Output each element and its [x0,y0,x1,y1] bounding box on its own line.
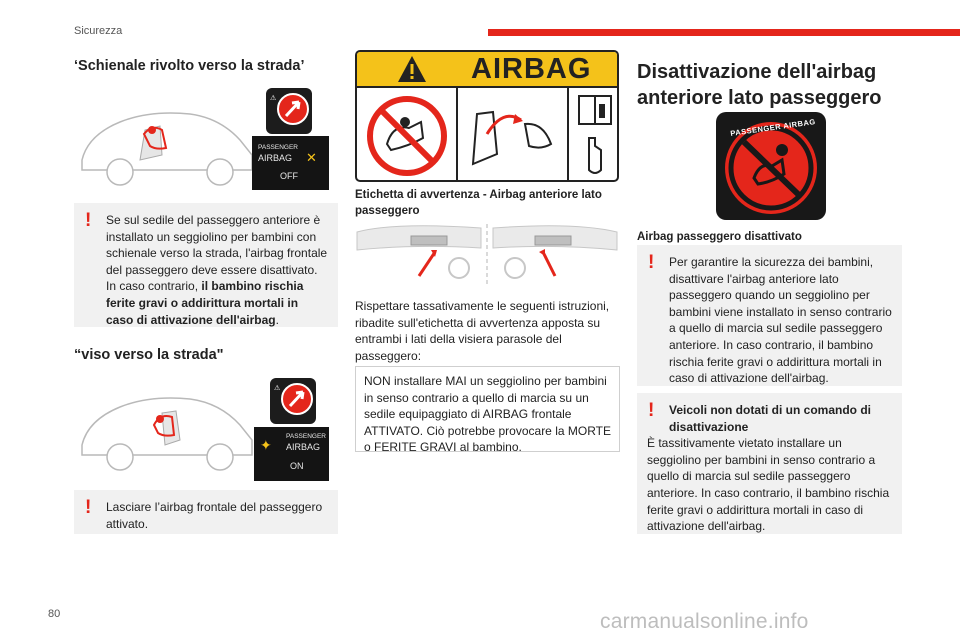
do-not-install-box: NON installare MAI un seggiolino per bambini in senso contrario a quello di marcia su un sedile equipaggiato di AIRBAG frontale ATTIVATO. Ciò potrebbe provocare la MORTE o FERITE GRAVI al bambino. [355,366,620,452]
panel-line1: PASSENGER [258,144,298,151]
heading-forward-facing: “viso verso la strada" [74,347,224,363]
label-caption: Etichetta di avvertenza - Airbag anteriore lato passeggero [355,189,602,217]
airbag-on-icon: ✦ [260,437,272,453]
warning-exclamation-icon: ! [648,252,655,273]
watermark: carmanualsonline.info [600,610,809,633]
warning-triangle-icon [397,55,427,83]
car-rear-facing-illustration [80,100,255,190]
passenger-airbag-badge-rear [266,88,312,134]
airbag-status-panel-on [254,427,329,481]
header-accent-bar [488,29,960,36]
airbag-deploy-icon [463,94,561,178]
icon-caption: PASSENGER AIRBAG [729,117,817,138]
right-warning1-text: Per garantire la sicurezza dei bambini, disattivare l'airbag anteriore lato passeggero quando un seggiolino per bambini viene installato in senso contrario a quello di marcia sul sedile passeggero anteriore. In caso contrario, il bambino rischia ferite gravi o addirittura mortali in caso di attivazione dell'airbag. [669,255,892,386]
right-warning2-body: È tassitivamente vietato installare un seggiolino per bambini in senso contrario a quello di marcia sul sedile passeggero anteriore. In caso contrario, il bambino rischia ferite gravi o addirittura mortali in caso di attivazione dell'airbag. [647,436,890,534]
warning1-text: Se sul sedile del passeggero anteriore è installato un seggiolino per bambini con schienale verso la strada, l'airbag frontale del passeggero deve essere disattivato. In caso contrario, [106,213,328,294]
passenger-airbag-badge-forward [270,378,316,424]
panel-status: OFF [280,171,298,181]
airbag-off-icon: ✕ [306,150,317,165]
panel-line2: AIRBAG [258,153,293,163]
heading-rear-facing: ‘Schienale rivolto verso la strada’ [74,58,305,74]
airbag-disabled-subheading: Airbag passeggero disattivato [637,231,802,243]
section-label: Sicurezza [74,25,123,37]
panel2-line1: PASSENGER [286,433,326,440]
warning-exclamation-icon: ! [648,400,655,421]
right-warning2-title: Veicoli non dotati di un comando di disattivazione [669,403,872,434]
warning-box-no-deactivation [637,393,902,534]
svg-text:⚠: ⚠ [270,95,277,102]
sun-visor-illustration [355,222,619,288]
warning-exclamation-icon: ! [85,497,92,518]
panel2-line2: AIRBAG [286,442,321,452]
warning-box-rear-facing [74,203,338,327]
warning-box-child-safety [637,245,902,386]
airbag-status-panel-off [252,136,329,190]
warning1-end: . [275,312,279,327]
warning1-bold: il bambino rischia ferite gravi o addirittura mortali in caso di attivazione dell'airbag [106,279,304,327]
car-forward-facing-illustration [80,385,255,475]
deactivation-heading: Disattivazione dell'airbag anteriore lato passeggero [637,61,882,109]
warning-exclamation-icon: ! [85,210,92,231]
warning-box-forward-facing [74,490,338,534]
warning2-text: Lasciare l’airbag frontale del passeggero attivato. [106,500,323,531]
label-title: AIRBAG [471,53,592,85]
page-number: 80 [48,608,61,620]
panel2-status: ON [290,461,304,471]
passenger-airbag-off-icon [716,112,826,220]
svg-text:⚠: ⚠ [274,385,281,392]
instructions-text: Rispettare tassativamente le seguenti istruzioni, ribadite sull'etichetta di avvertenza apposta su entrambi i lati della visiera parasole del passeggero: [355,299,610,363]
no-rear-facing-seat-icon [365,94,449,178]
manual-book-icon [575,94,615,178]
airbag-warning-label [355,50,619,182]
